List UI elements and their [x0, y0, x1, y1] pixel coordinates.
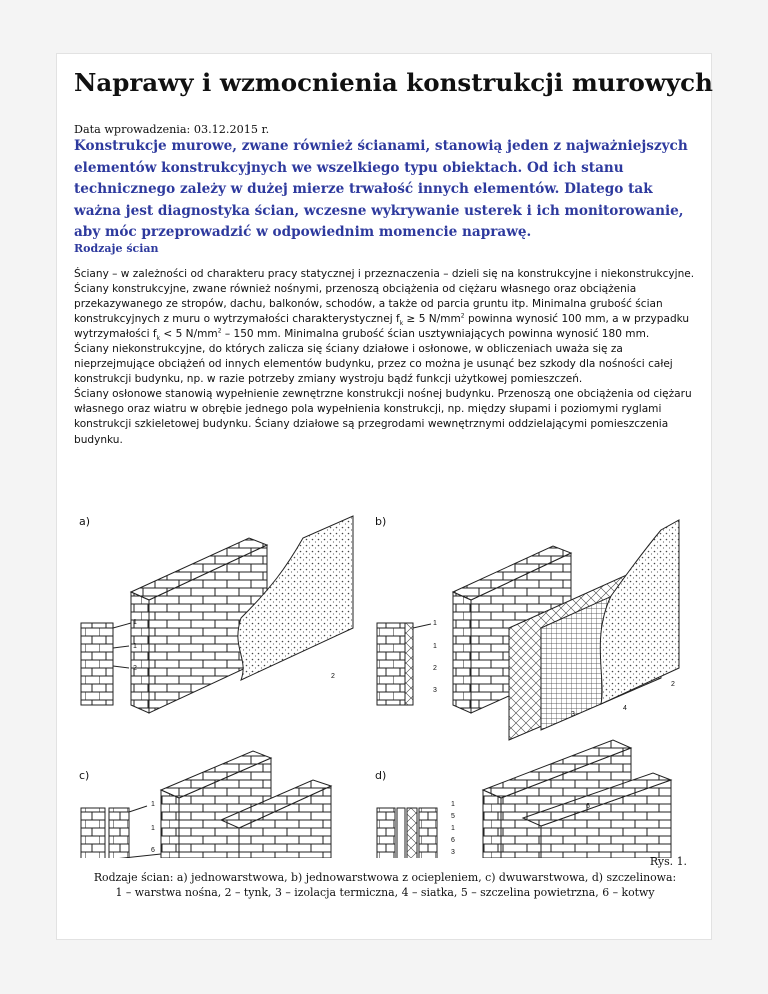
label-2-b: 2	[433, 665, 437, 672]
p2-text-e: – 150 mm. Minimalna grubość ścian usztywniających powinna wynosić 180 mm.	[221, 328, 650, 341]
label-2-a: 2	[133, 665, 137, 672]
p2-sub-1: k	[399, 320, 404, 328]
label-1b-a: 1	[133, 643, 137, 650]
section-heading: Rodzaje ścian	[74, 242, 159, 255]
label-1-c: 1	[151, 801, 155, 808]
label-1-b: 1	[433, 620, 437, 627]
panel-label-d: d)	[375, 769, 387, 782]
paragraph-1: Ściany – w zależności od charakteru pracy statycznej i przeznaczenia – dzieli się na konstrukcyjne i niekonstrukcyjne.	[74, 268, 695, 280]
panel-label-a: a)	[79, 515, 91, 528]
caption-line-2: 1 – warstwa nośna, 2 – tynk, 3 – izolacja termiczna, 4 – siatka, 5 – szczelina powietrzna, 6 – kotwy	[115, 886, 655, 899]
panel-label-b: b)	[375, 515, 387, 528]
label-1b-b: 1	[433, 643, 437, 650]
label-2b-a: 2	[331, 673, 335, 680]
label-1b-c: 1	[151, 825, 155, 832]
p2-text-c: powinna wynosić 100 mm, a w przypadku wytrzymałości f	[74, 313, 690, 341]
label-5-d: 5	[451, 813, 455, 820]
paragraph-3: Ściany niekonstrukcyjne, do których zalicza się ściany działowe i osłonowe, w obliczeniach uważa się za nieprzejmujące obciążeń od innych elementów budynku, przez co można je usunąć bez szkody dla nośności całej konstrukcji budynku, np. w razie potrzeby zmiany wystroju bądź funkcji użytkowej pomieszczeń.	[74, 343, 673, 386]
label-6-d: 6	[451, 837, 455, 844]
label-1-a: 1	[133, 619, 137, 626]
label-3-d: 3	[451, 849, 455, 856]
label-2b-b: 2	[671, 681, 675, 688]
label-3-b: 3	[433, 687, 437, 694]
caption-line-1: Rodzaje ścian: a) jednowarstwowa, b) jednowarstwowa z ociepleniem, c) dwuwarstwowa, d) szczelinowa:	[93, 870, 677, 884]
label-4-b: 4	[623, 705, 627, 712]
panel-a	[79, 515, 353, 713]
caption-ref: Rys. 1.	[649, 855, 687, 868]
paragraph-4: Ściany osłonowe stanowią wypełnienie zewnętrzne konstrukcji nośnej budynku. Przenoszą one obciążenia od ciężaru własnego oraz wiatru w obrębie jednego pola wypełnienia konstrukcji, np. między słupami i poziomymi ryglami konstrukcji szkieletowej budynku. Ściany działowe są przegrodami wewnętrznymi oddzielającymi pomieszczenia budynku.	[74, 388, 692, 446]
p2-text-b: ≥ 5 N/mm	[403, 313, 461, 326]
label-6-c: 6	[151, 847, 155, 854]
panel-c	[79, 751, 331, 858]
p2-text-d: < 5 N/mm	[160, 328, 218, 341]
p2-sub-2: k	[156, 335, 161, 343]
article-date: Data wprowadzenia: 03.12.2015 r.	[74, 123, 270, 136]
label-6b-d: 6	[586, 803, 590, 810]
p2-sup-1: 2	[460, 312, 465, 320]
panel-label-c: c)	[79, 769, 90, 782]
label-3b-b: 3	[571, 711, 575, 718]
p2-text-a: Ściany konstrukcyjne, zwane również nośnymi, przenoszą obciążenia od ciężaru własnego oraz obciążenia przekazywanego ze stropów, dachu, balkonów, schodów, a także od parcia gruntu itp. Minimalna grubość ścian konstrukcyjnych z muru o wytrzymałości charakterystycznej f	[74, 283, 663, 326]
wall-types-figure	[71, 508, 699, 858]
panel-b	[375, 515, 679, 740]
panel-d	[375, 740, 671, 858]
label-1b-d: 1	[451, 825, 455, 832]
article-lead: Konstrukcje murowe, zwane również ścianami, stanowią jeden z najważniejszych elementów konstrukcyjnych we wszelkiego typu obiektach. Od ich stanu technicznego zależy w dużej mierze trwałość innych elementów. Dlatego tak ważna jest diagnostyka ścian, wczesne wykrywanie usterek i ich monitorowanie, aby móc przeprowadzić w odpowiednim momencie naprawę.	[74, 138, 688, 240]
p2-sup-2: 2	[217, 327, 222, 335]
figure-caption	[67, 854, 703, 901]
article-card	[56, 53, 712, 940]
label-1-d: 1	[451, 801, 455, 808]
paragraph-2	[74, 282, 702, 342]
article-body	[74, 267, 702, 448]
article-title: Naprawy i wzmocnienia konstrukcji murowych	[74, 68, 713, 97]
